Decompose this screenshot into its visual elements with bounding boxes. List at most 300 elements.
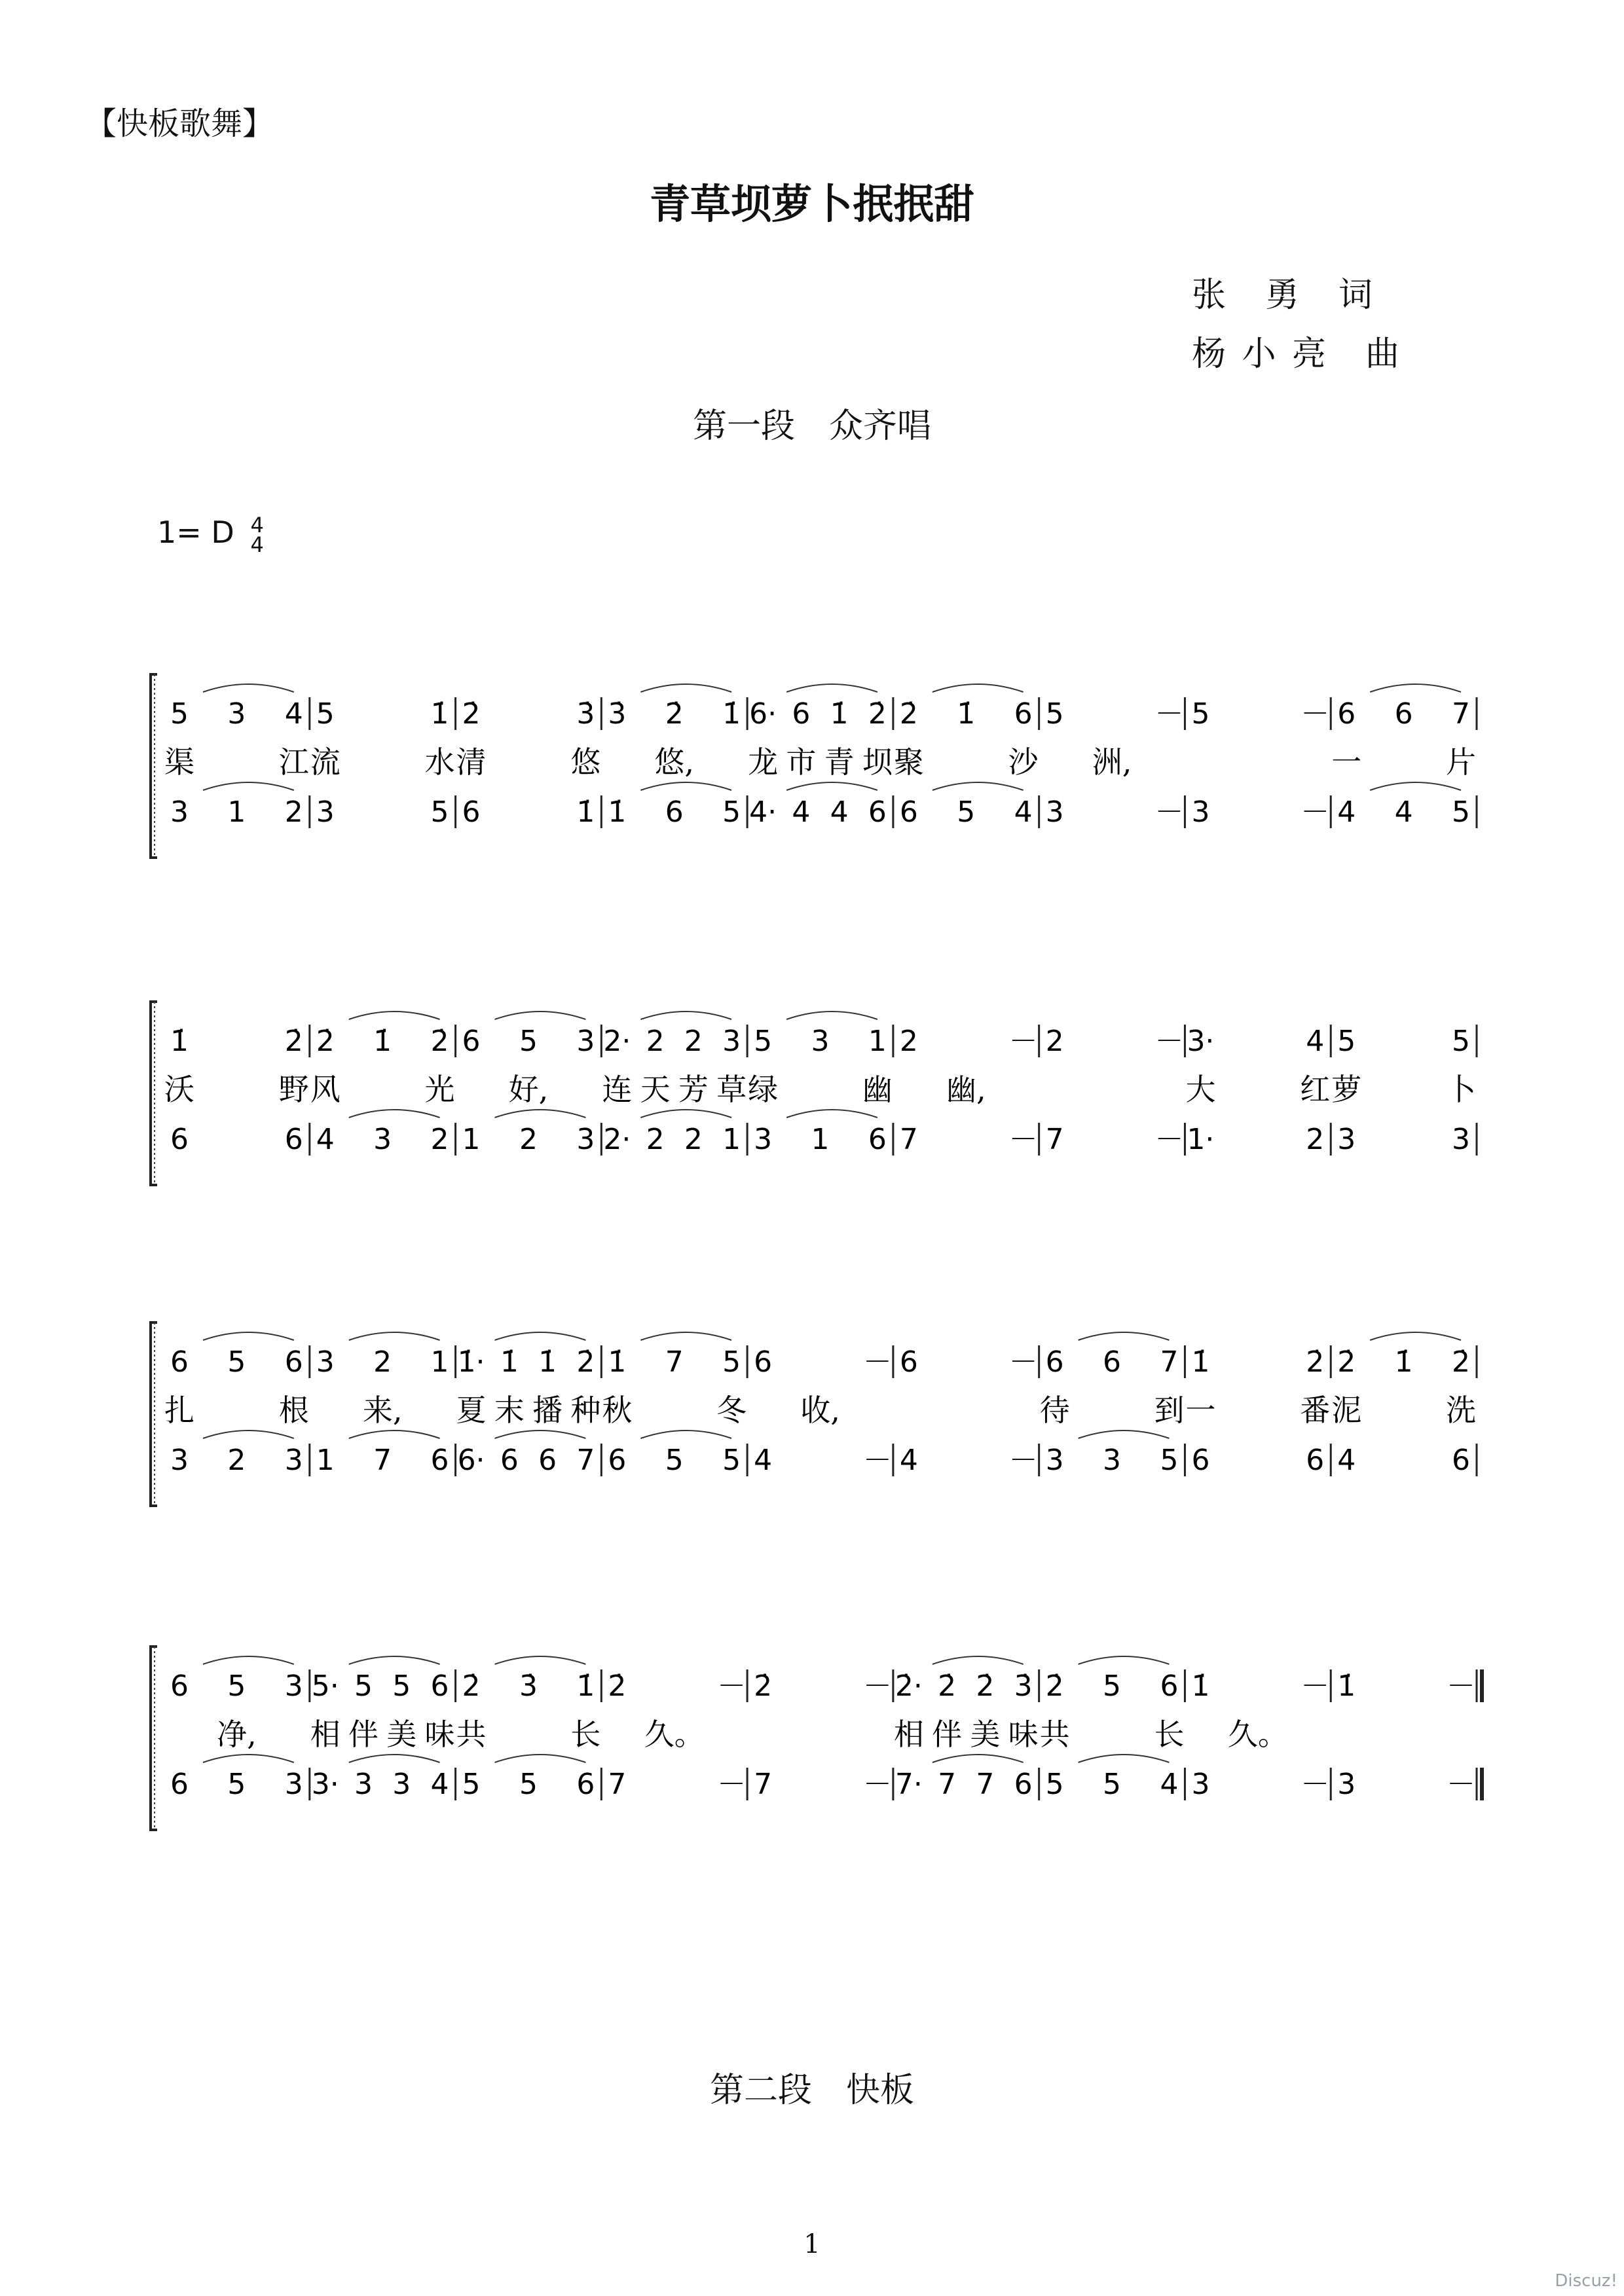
upper-note: 5· [311, 1669, 339, 1703]
upper-note: 5 [1337, 1025, 1356, 1058]
upper-note: 5 [392, 1669, 411, 1703]
lower-note: 4 [899, 1444, 918, 1477]
lyric-syllable: 味 [424, 1717, 455, 1752]
slur-lower [203, 782, 294, 790]
upper-note: 2̇ [430, 1025, 449, 1058]
lower-note: 7 [754, 1768, 773, 1801]
upper-note: 5 [227, 1669, 246, 1703]
upper-note: 2 [1045, 1025, 1064, 1058]
upper-note: 3̇ [576, 697, 595, 731]
upper-note: － [1154, 1025, 1184, 1058]
upper-note: － [1154, 697, 1184, 731]
slur-upper [932, 684, 1024, 692]
lower-note: 2 [284, 795, 303, 829]
upper-note: 2̇ [938, 1669, 957, 1703]
slur-lower [349, 1110, 440, 1118]
lower-note: 5 [1045, 1768, 1064, 1801]
lower-note: 1 [722, 1123, 741, 1156]
slur-upper [203, 1656, 294, 1664]
lower-note: 3 [284, 1444, 303, 1477]
slur-upper [495, 1332, 586, 1340]
slur-upper [495, 1656, 586, 1664]
lower-note: 3 [373, 1123, 392, 1156]
lower-note: 4 [830, 795, 849, 829]
lower-note: 5 [519, 1768, 538, 1801]
slur-lower [640, 1110, 731, 1118]
lower-note: 3 [170, 795, 189, 829]
upper-note: 1̇ [608, 1345, 627, 1379]
upper-note: － [1301, 1669, 1330, 1703]
lyric-syllable: 久。 [1227, 1717, 1288, 1752]
upper-note: 3 [316, 1345, 335, 1379]
lower-note: 2 [430, 1123, 449, 1156]
lower-note: 7 [976, 1768, 995, 1801]
lower-note: － [1447, 1768, 1475, 1801]
upper-note: 1̇ [373, 1025, 392, 1058]
upper-note: 6 [170, 1345, 189, 1379]
lyric-syllable: 相 [893, 1717, 924, 1752]
lyric-syllable: 绿 [748, 1072, 779, 1107]
upper-note: 6 [1045, 1345, 1064, 1379]
lower-note: 1̇ [576, 795, 595, 829]
lower-note: 6 [1014, 1768, 1033, 1801]
lyric-syllable: 番 [1300, 1393, 1331, 1428]
upper-note: 7 [1160, 1345, 1179, 1379]
slur-lower [640, 1430, 731, 1438]
lower-note: 3 [354, 1768, 373, 1801]
lyric-syllable: 渠 [164, 744, 194, 780]
lower-note: 3 [284, 1768, 303, 1801]
upper-note: 2̇ [284, 1025, 303, 1058]
lower-note: 6 [170, 1123, 189, 1156]
lower-note: 1 [316, 1444, 335, 1477]
upper-note: 2̇ [576, 1345, 595, 1379]
slur-upper [640, 1332, 731, 1340]
lyric-syllable: 到 [1154, 1393, 1185, 1428]
slur-upper [203, 1332, 294, 1340]
upper-note: 6 [1014, 697, 1033, 731]
lower-note: 1 [227, 795, 246, 829]
upper-note: 5 [354, 1669, 373, 1703]
upper-note: 5 [316, 697, 335, 731]
slur-upper [1370, 1332, 1461, 1340]
lyric-syllable: 清 [456, 744, 487, 780]
lower-note: 7 [576, 1444, 595, 1477]
lower-note: 1 [811, 1123, 830, 1156]
lower-note: 6 [1191, 1444, 1210, 1477]
lyric-syllable: 野 [278, 1072, 309, 1107]
lower-note: 3 [1191, 1768, 1210, 1801]
upper-note: 2̇ [868, 697, 887, 731]
lower-note: 3 [1103, 1444, 1122, 1477]
upper-note: 6 [462, 1025, 481, 1058]
genre-label: 【快板歌舞】 [85, 105, 274, 142]
lyric-syllable: 夏 [456, 1393, 487, 1428]
slur-lower [932, 782, 1024, 790]
upper-note: 1̇· [457, 1345, 485, 1379]
lower-note: 5 [1452, 795, 1470, 829]
lower-note: 7 [938, 1768, 957, 1801]
lower-note: 1̇ [608, 795, 627, 829]
lower-note: 6 [665, 795, 684, 829]
lyric-syllable: 共 [1039, 1717, 1070, 1752]
lyric-syllable: 风 [310, 1072, 341, 1107]
lower-note: 5 [227, 1768, 246, 1801]
lyric-syllable: 好, [508, 1072, 549, 1107]
upper-note: 6 [430, 1669, 449, 1703]
time-signature-bottom: 4 [250, 532, 264, 557]
lyric-syllable: 美 [970, 1717, 1001, 1752]
lower-note: 6 [538, 1444, 557, 1477]
lower-note: 5 [462, 1768, 481, 1801]
lyric-syllable: 末 [494, 1393, 525, 1428]
upper-note: 6 [1337, 697, 1356, 731]
lyric-syllable: 秋 [602, 1393, 633, 1428]
lyric-syllable: 沃 [164, 1072, 194, 1107]
section-heading-1: 第一段 众齐唱 [692, 407, 931, 446]
upper-note: 5 [754, 1025, 773, 1058]
lyric-syllable: 收, [800, 1393, 840, 1428]
lower-note: 3 [1191, 795, 1210, 829]
lyric-syllable: 沙 [1008, 744, 1039, 780]
upper-note: 3̇ [608, 697, 627, 731]
lower-note: 1 [462, 1123, 481, 1156]
lyric-syllable: 伴 [932, 1717, 963, 1752]
lyricist-credit: 张 勇 词 [1192, 276, 1376, 315]
upper-note: 2̇ [1306, 1345, 1325, 1379]
lower-note: 7 [608, 1768, 627, 1801]
upper-note: 1̇ [500, 1345, 519, 1379]
lyric-syllable: 共 [456, 1717, 487, 1752]
slur-lower [786, 782, 877, 790]
lower-note: 5 [430, 795, 449, 829]
lower-note: 6 [170, 1768, 189, 1801]
upper-note: 1̇ [722, 697, 741, 731]
upper-note: 6 [170, 1669, 189, 1703]
page-number: 1 [803, 2229, 821, 2259]
lyric-syllable: 市 [786, 744, 817, 780]
upper-note: 1̇ [430, 697, 449, 731]
lower-note: － [862, 1768, 892, 1801]
lyric-syllable: 青 [824, 744, 855, 780]
upper-note: 1 [868, 1025, 887, 1058]
lower-note: － [1154, 1123, 1184, 1156]
lower-note: 1· [1187, 1123, 1215, 1156]
lyric-syllable: 芳 [678, 1072, 709, 1107]
upper-note: 1̇ [1191, 1345, 1210, 1379]
slur-lower [640, 782, 731, 790]
upper-note: 2̇ [665, 697, 684, 731]
slur-lower [1079, 1430, 1170, 1438]
upper-note: 3 [576, 1025, 595, 1058]
lyric-syllable: 洲, [1092, 744, 1132, 780]
upper-note: － [1008, 1025, 1038, 1058]
upper-note: 3 [811, 1025, 830, 1058]
lower-note: 3 [1337, 1123, 1356, 1156]
slur-lower [495, 1755, 586, 1762]
upper-note: 2̇ [976, 1669, 995, 1703]
lyric-syllable: 待 [1039, 1393, 1070, 1428]
lower-note: － [1301, 1768, 1330, 1801]
upper-note: 5 [1452, 1025, 1470, 1058]
slur-upper [349, 1656, 440, 1664]
lyric-syllable: 红 [1300, 1072, 1331, 1107]
slur-lower [932, 1755, 1024, 1762]
upper-note: 2̇ [316, 1025, 335, 1058]
upper-note: 2̇ [462, 1669, 481, 1703]
upper-note: 1̇ [1191, 1669, 1210, 1703]
lower-note: － [1008, 1444, 1038, 1477]
upper-note: 2 [684, 1025, 703, 1058]
lyric-syllable: 伴 [348, 1717, 379, 1752]
lyric-syllable: 一 [1331, 744, 1362, 780]
lyric-syllable: 天 [640, 1072, 671, 1107]
lyric-syllable: 连 [602, 1072, 633, 1107]
upper-note: 1̇ [538, 1345, 557, 1379]
upper-note: 1 [430, 1345, 449, 1379]
lower-note: 3 [576, 1123, 595, 1156]
slur-lower [349, 1755, 440, 1762]
lower-note: 5 [722, 795, 741, 829]
slur-lower [786, 1110, 877, 1118]
upper-note: 2 [646, 1025, 665, 1058]
lyric-syllable: 美 [386, 1717, 417, 1752]
lower-note: 6 [899, 795, 918, 829]
section-heading-2: 第二段 快板 [709, 2071, 914, 2110]
lower-note: 4 [792, 795, 811, 829]
lyric-syllable: 久。 [644, 1717, 705, 1752]
lyric-syllable: 水 [424, 744, 455, 780]
lower-note: 4· [749, 795, 777, 829]
upper-note: 4 [284, 697, 303, 731]
lower-note: 6 [430, 1444, 449, 1477]
lower-note: 6 [868, 1123, 887, 1156]
upper-note: 3 [227, 697, 246, 731]
lower-note: 2 [1306, 1123, 1325, 1156]
lower-note: 2 [227, 1444, 246, 1477]
upper-note: 3 [284, 1669, 303, 1703]
upper-note: 3· [1187, 1025, 1215, 1058]
lower-note: 6 [1452, 1444, 1470, 1477]
lyric-syllable: 播 [532, 1393, 563, 1428]
upper-note: 5 [722, 1345, 741, 1379]
upper-note: 3 [722, 1025, 741, 1058]
lower-note: 6 [462, 795, 481, 829]
time-signature-top: 4 [250, 512, 264, 538]
slur-upper [932, 1656, 1024, 1664]
upper-note: 2 [373, 1345, 392, 1379]
lyric-syllable: 光 [424, 1072, 455, 1107]
lyric-syllable: 味 [1008, 1717, 1039, 1752]
lower-note: 5 [722, 1444, 741, 1477]
upper-note: 2̇ [1045, 1669, 1064, 1703]
lower-note: 6· [457, 1444, 485, 1477]
lyric-syllable: 坝 [862, 744, 893, 780]
slur-lower [349, 1430, 440, 1438]
lower-note: 4 [316, 1123, 335, 1156]
lyric-syllable: 种 [570, 1393, 601, 1428]
upper-note: － [862, 1345, 892, 1379]
upper-note: 2̇ [754, 1669, 773, 1703]
lower-note: 2 [519, 1123, 538, 1156]
lower-note: － [1301, 795, 1330, 829]
lower-note: 6 [1306, 1444, 1325, 1477]
slur-lower [203, 1430, 294, 1438]
slur-upper [640, 1011, 731, 1019]
lyric-syllable: 萝 [1331, 1072, 1362, 1107]
lyric-syllable: 幽 [862, 1072, 893, 1107]
upper-note: 6 [1394, 697, 1413, 731]
lyric-syllable: 大 [1185, 1072, 1216, 1107]
slur-upper [349, 1332, 440, 1340]
lower-note: 6 [284, 1123, 303, 1156]
slur-upper [495, 1011, 586, 1019]
slur-upper [1079, 1656, 1170, 1664]
upper-note: 5 [1045, 697, 1064, 731]
upper-note: 7 [665, 1345, 684, 1379]
upper-note: 1̇ [170, 1025, 189, 1058]
lyric-syllable: 长 [1154, 1717, 1185, 1752]
lyric-syllable: 净, [217, 1717, 257, 1752]
lower-note: 5 [1160, 1444, 1179, 1477]
lower-note: 4 [1160, 1768, 1179, 1801]
key-signature: 1= D [157, 515, 234, 550]
lower-note: 6 [608, 1444, 627, 1477]
lower-note: 5 [957, 795, 976, 829]
lower-note: － [862, 1444, 892, 1477]
lower-note: 7 [899, 1123, 918, 1156]
upper-note: 4 [1306, 1025, 1325, 1058]
upper-note: 6 [899, 1345, 918, 1379]
lower-note: 4 [1337, 795, 1356, 829]
upper-note: 5 [519, 1025, 538, 1058]
lower-note: 6 [500, 1444, 519, 1477]
upper-note: 3̇ [1014, 1669, 1033, 1703]
lower-note: 3 [754, 1123, 773, 1156]
lower-note: 5 [1103, 1768, 1122, 1801]
upper-note: 2̇ [899, 697, 918, 731]
lyric-syllable: 幽, [946, 1072, 986, 1107]
lyric-syllable: 根 [278, 1393, 309, 1428]
upper-note: 1̇ [830, 697, 849, 731]
upper-note: 2 [899, 1025, 918, 1058]
watermark: Discuz! [1555, 2271, 1617, 2291]
upper-note: － [1301, 697, 1330, 731]
lyric-syllable: 江 [278, 744, 309, 780]
lyric-syllable: 洗 [1446, 1393, 1476, 1428]
upper-note: 3̇ [519, 1669, 538, 1703]
lower-note: 6 [868, 795, 887, 829]
upper-note: 6 [284, 1345, 303, 1379]
lower-note: 7 [373, 1444, 392, 1477]
upper-note: 2· [603, 1025, 631, 1058]
lower-note: 4 [430, 1768, 449, 1801]
upper-note: 1̇ [576, 1669, 595, 1703]
slur-upper [203, 684, 294, 692]
lyric-syllable: 相 [310, 1717, 341, 1752]
lyric-syllable: 扎 [164, 1393, 194, 1428]
lyric-syllable: 一 [1185, 1393, 1216, 1428]
lyric-syllable: 悠 [570, 744, 601, 780]
upper-note: 2̇ [462, 697, 481, 731]
lower-note: － [1154, 795, 1184, 829]
lower-note: 2 [646, 1123, 665, 1156]
slur-lower [495, 1110, 586, 1118]
lower-note: 6 [576, 1768, 595, 1801]
upper-note: 6 [792, 697, 811, 731]
upper-note: － [862, 1669, 892, 1703]
slur-lower [203, 1755, 294, 1762]
lyric-syllable: 卜 [1446, 1072, 1476, 1107]
lyric-syllable: 聚 [893, 744, 924, 780]
lower-note: 3 [1045, 1444, 1064, 1477]
lower-note: 3 [170, 1444, 189, 1477]
lower-note: 4 [1337, 1444, 1356, 1477]
lyric-syllable: 来, [362, 1393, 403, 1428]
upper-note: 6 [754, 1345, 773, 1379]
lower-note: 3 [1045, 795, 1064, 829]
slur-upper [1079, 1332, 1170, 1340]
upper-note: 1̇ [957, 697, 976, 731]
upper-note: 5 [170, 697, 189, 731]
lyric-syllable: 片 [1446, 744, 1476, 780]
lower-note: 3 [392, 1768, 411, 1801]
lower-note: 2 [684, 1123, 703, 1156]
upper-note: 1̇ [1394, 1345, 1413, 1379]
slur-lower [1370, 782, 1461, 790]
upper-note: － [1447, 1669, 1475, 1703]
lower-note: 3 [316, 795, 335, 829]
song-title: 青草坝萝卜抿抿甜 [649, 180, 974, 228]
slur-upper [640, 684, 731, 692]
lower-note: 3· [311, 1768, 339, 1801]
slur-upper [786, 684, 877, 692]
upper-note: － [717, 1669, 747, 1703]
lower-note: 3 [1452, 1123, 1470, 1156]
lower-note: 7 [1045, 1123, 1064, 1156]
lyric-syllable: 长 [570, 1717, 601, 1752]
upper-note: 5 [227, 1345, 246, 1379]
lower-note: － [717, 1768, 747, 1801]
lower-note: 4 [1394, 795, 1413, 829]
lyric-syllable: 泥 [1331, 1393, 1362, 1428]
lyric-syllable: 龙 [748, 744, 779, 780]
upper-note: 6 [1160, 1669, 1179, 1703]
slur-upper [1370, 684, 1461, 692]
slur-upper [349, 1011, 440, 1019]
upper-note: 5 [1191, 697, 1210, 731]
slur-lower [1079, 1755, 1170, 1762]
composer-credit: 杨 小 亮 曲 [1192, 335, 1403, 374]
upper-note: 2̇ [1452, 1345, 1470, 1379]
upper-note: 6· [749, 697, 777, 731]
upper-note: － [1008, 1345, 1038, 1379]
lower-note: 7· [895, 1768, 923, 1801]
lower-note: 4 [1014, 795, 1033, 829]
lower-note: － [1008, 1123, 1038, 1156]
lyric-syllable: 冬 [716, 1393, 747, 1428]
slur-lower [495, 1430, 586, 1438]
upper-note: 2̇· [895, 1669, 923, 1703]
upper-note: 2̇ [608, 1669, 627, 1703]
slur-upper [786, 1011, 877, 1019]
lower-note: 4 [754, 1444, 773, 1477]
lyric-syllable: 流 [310, 744, 341, 780]
lower-note: 5 [665, 1444, 684, 1477]
upper-note: 2̇ [1337, 1345, 1356, 1379]
lyric-syllable: 草 [716, 1072, 747, 1107]
upper-note: 1̇ [1337, 1669, 1356, 1703]
